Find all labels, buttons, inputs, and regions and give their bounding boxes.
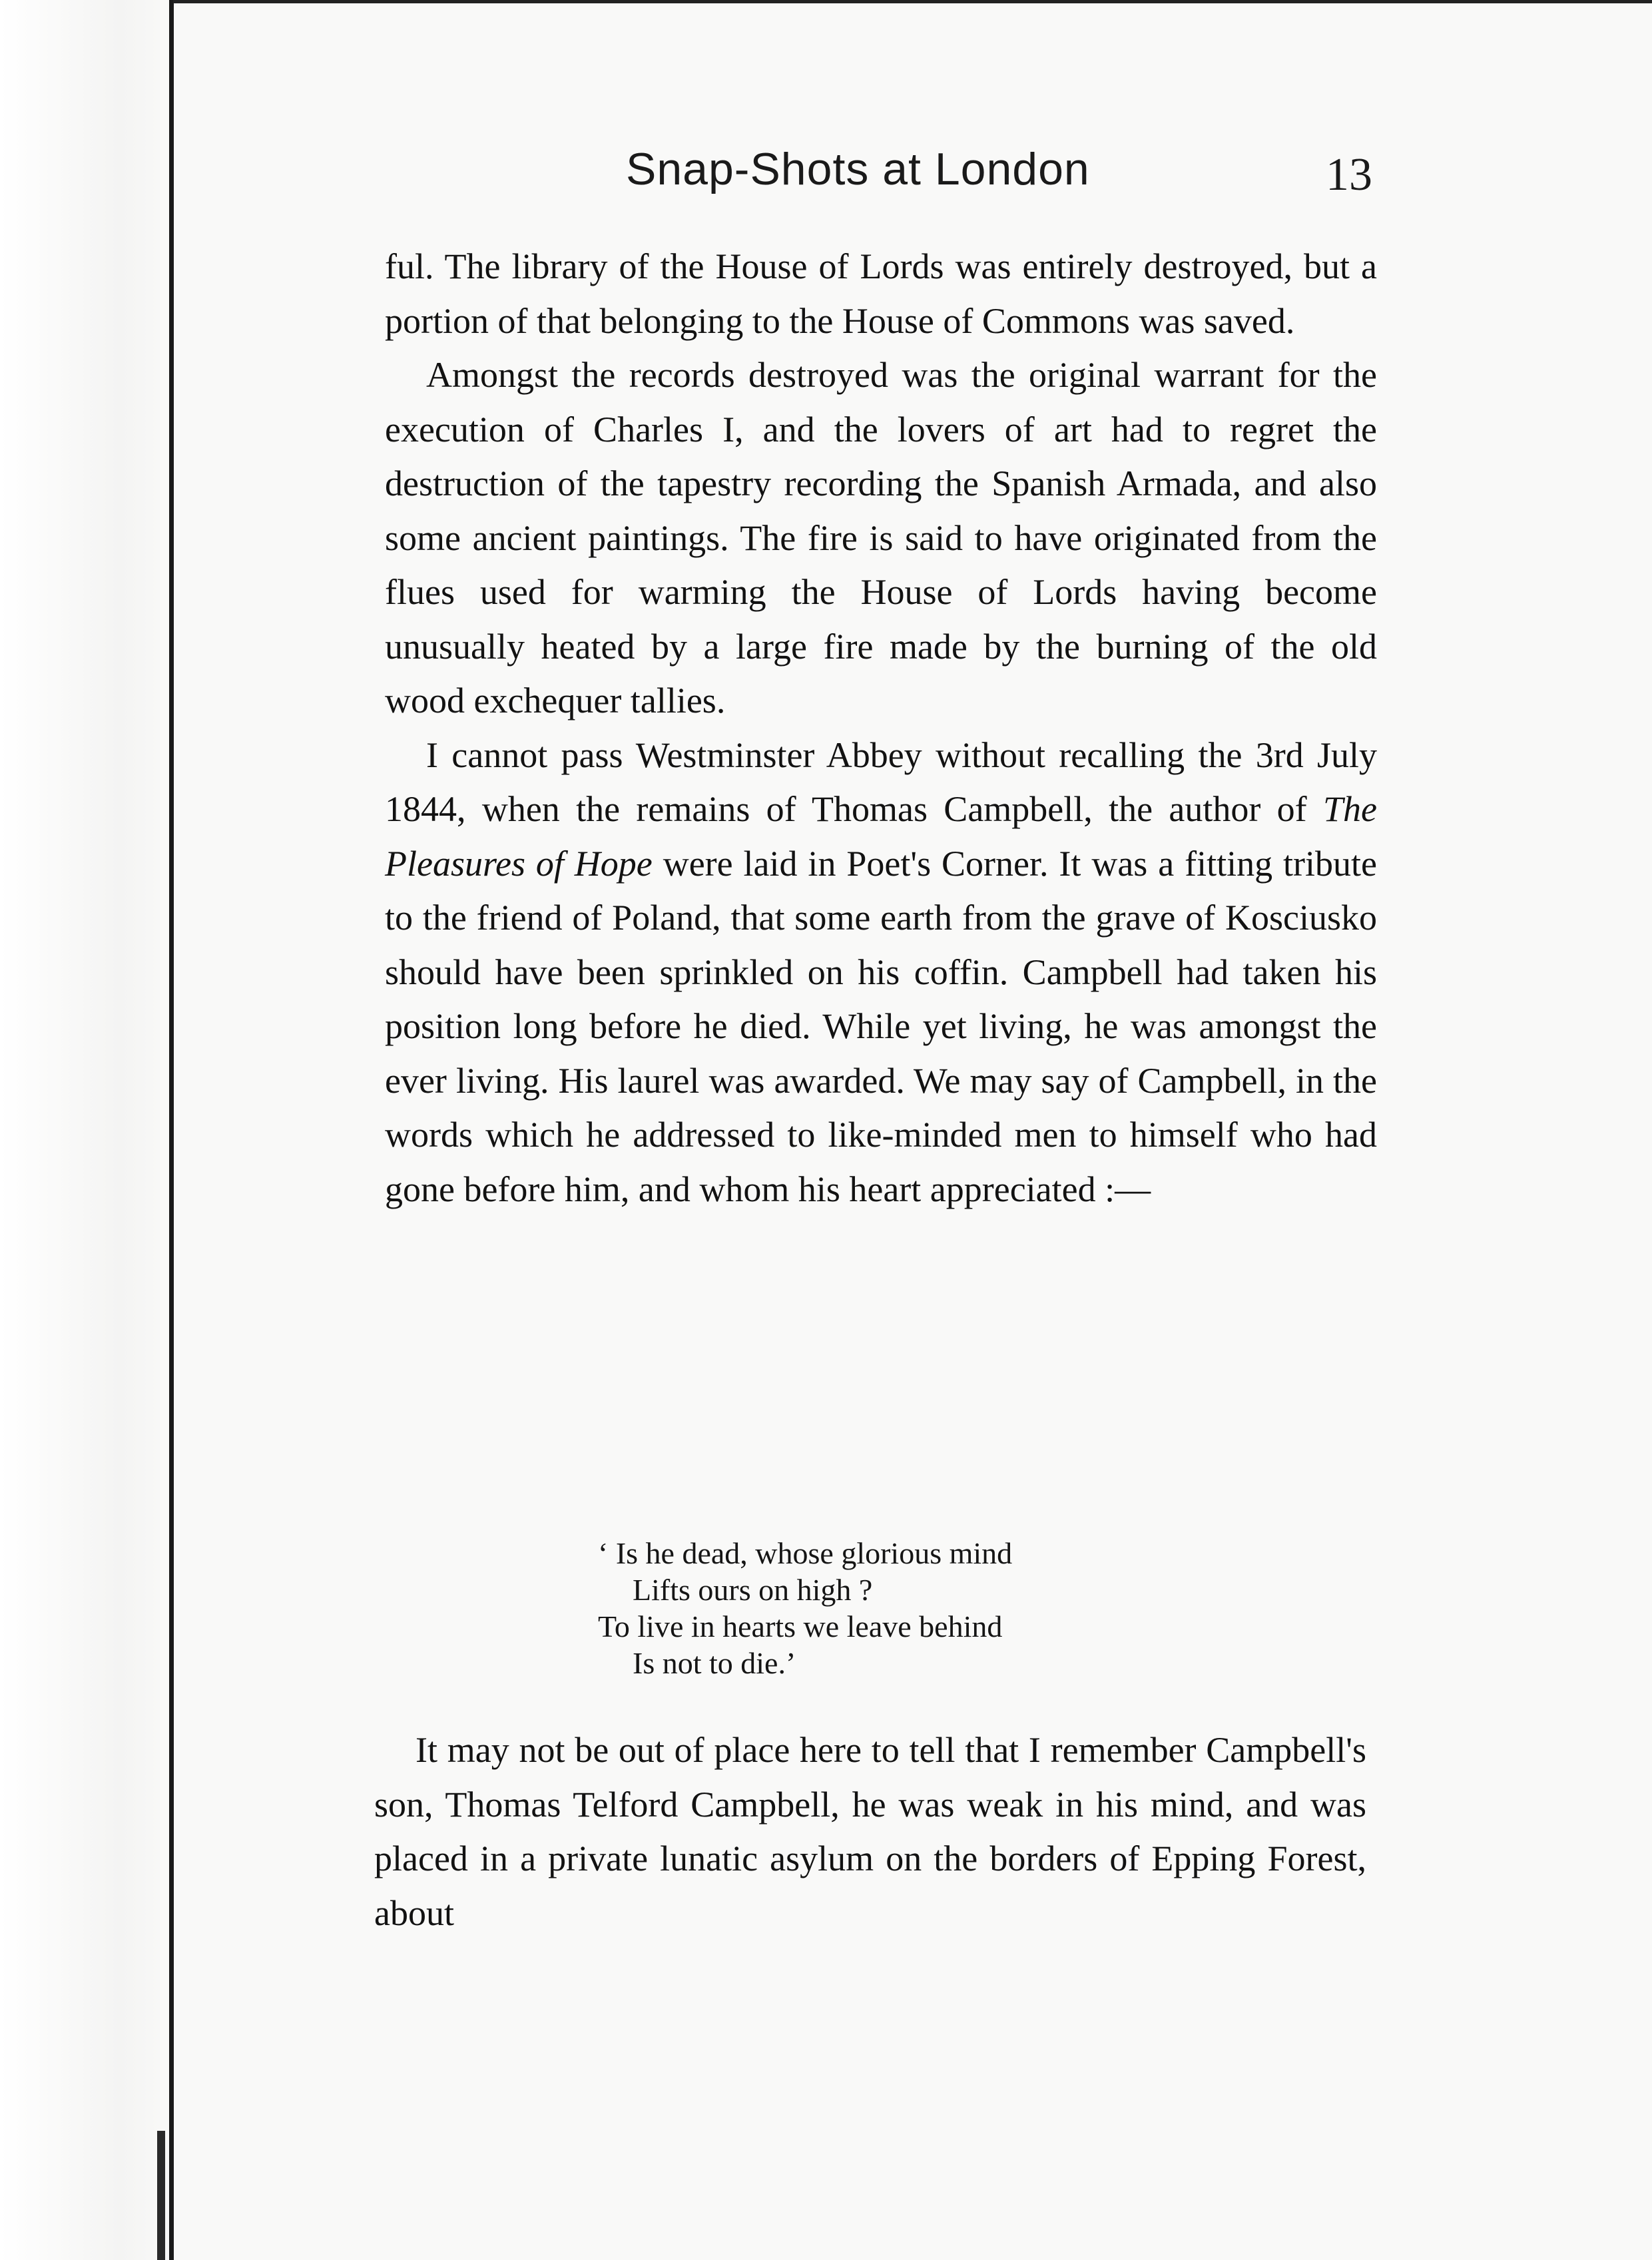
top-edge: [173, 0, 1652, 3]
body-text: [385, 240, 1377, 1217]
running-head: [386, 143, 1372, 203]
body-text-continued: [374, 1723, 1366, 1940]
verse-line-3: To live in hearts we leave behind: [598, 1609, 1003, 1643]
verse-quotation: [598, 1535, 1012, 1681]
binding-edge: [169, 0, 174, 2260]
running-head-title: Snap-Shots at London: [626, 144, 1090, 194]
paragraph-3-part-1: I cannot pass Westminster Abbey without recalling the 3rd July 1844, when the remains of Thomas Campbell, the author of: [385, 734, 1377, 829]
gutter-shadow: [0, 0, 160, 2260]
paragraph-2: Amongst the records destroyed was the original warrant for the execution of Charles I, and the lovers of art had to regret the destruction of the tapestry recording the Spanish Armada, and also some ancient paintings. The fire is said to have originated from the flues used for warming the House of Lords having become unusually heated by a large fire made by the burning of the old wood exchequer tallies.: [385, 355, 1377, 720]
paragraph-4: It may not be out of place here to tell that I remember Campbell's son, Thomas Telford Campbell, he was weak in his mind, and was placed in a private lunatic asylum on the borders of Epping Forest, about: [374, 1730, 1366, 1933]
binding-edge-lower: [157, 2131, 165, 2260]
page-number: 13: [1326, 149, 1372, 200]
paragraph-3: [385, 728, 1377, 1217]
verse-line-2: Lifts ours on high ?: [633, 1573, 873, 1607]
verse-line-1: ‘ Is he dead, whose glorious mind: [598, 1536, 1013, 1570]
paragraph-1: ful. The library of the House of Lords was entirely destroyed, but a portion of that belonging to the House of Commons was saved.: [385, 246, 1377, 341]
book-title: The Pleasures of Hope: [385, 789, 1377, 884]
verse-line-4: Is not to die.’: [633, 1646, 796, 1680]
paragraph-3-part-2: were laid in Poet's Corner. It was a fitting tribute to the friend of Poland, that some earth from the grave of Kosciusko should have been sprinkled on his coffin. Campbell had taken his position long before he died. While yet living, he was amongst the ever living. His laurel was awarded. We may say of Campbell, in the words which he addressed to like-minded men to himself who had gone before him, and whom his heart appreciated :—: [385, 843, 1377, 1209]
